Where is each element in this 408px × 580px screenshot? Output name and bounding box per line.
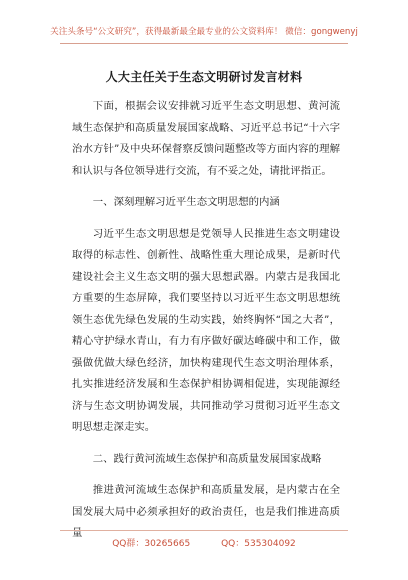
footer-qq-group: QQ群：30265665 — [112, 539, 191, 549]
document-body — [72, 96, 340, 555]
header-divider — [60, 43, 348, 44]
footer-qq-contact: QQ：535304092 — [221, 539, 296, 549]
header-banner: 关注头条号“公文研究”，获得最新最全最专业的公文资料库！ 微信：gongwenyj — [50, 27, 358, 37]
paragraph-section-1: 习近平生态文明思想是党领导人民推进生态文明建设取得的标志性、创新性、战略性重大理论成果，是新时代建设社会主义生态文明的强大思想武器。内蒙古是我国北方重要的生态屏障，我们要坚持以习近平生态文明思想统领生态优先绿色发展的生动实践，始终胸怀“国之大者”，精心守护绿水青山，有力有序做好碳达峰碳中和工作，做强做优做大绿色经济，加快构建现代生态文明治理体系，扎实推进经济发展和生态保护相协调相促进，实现能源经济与生态文明协调发展，共同推动学习贯彻习近平生态文明思想走深走实。 — [72, 227, 340, 433]
footer — [0, 536, 408, 549]
section-heading-1: 一、深刻理解习近平生态文明思想的内涵 — [92, 196, 280, 208]
paragraph-section-2: 推进黄河流域生态保护和高质量发展，是内蒙古在全国发展大局中必须承担好的政治责任，也是我们推进高质量 — [72, 484, 340, 539]
footer-divider — [60, 530, 348, 531]
document-title: 人大主任关于生态文明研讨发言材料 — [105, 70, 303, 84]
paragraph-intro: 下面，根据会议安排就习近平生态文明思想、黄河流域生态保护和高质量发展国家战略、习近平总书记“十六字治水方针”及中央环保督察反馈问题整改等方面内容的理解和认识与各位领导进行交流，有不妥之处，请批评指正。 — [72, 100, 340, 177]
section-heading-2: 二、践行黄河流域生态保护和高质量发展国家战略 — [92, 452, 322, 465]
